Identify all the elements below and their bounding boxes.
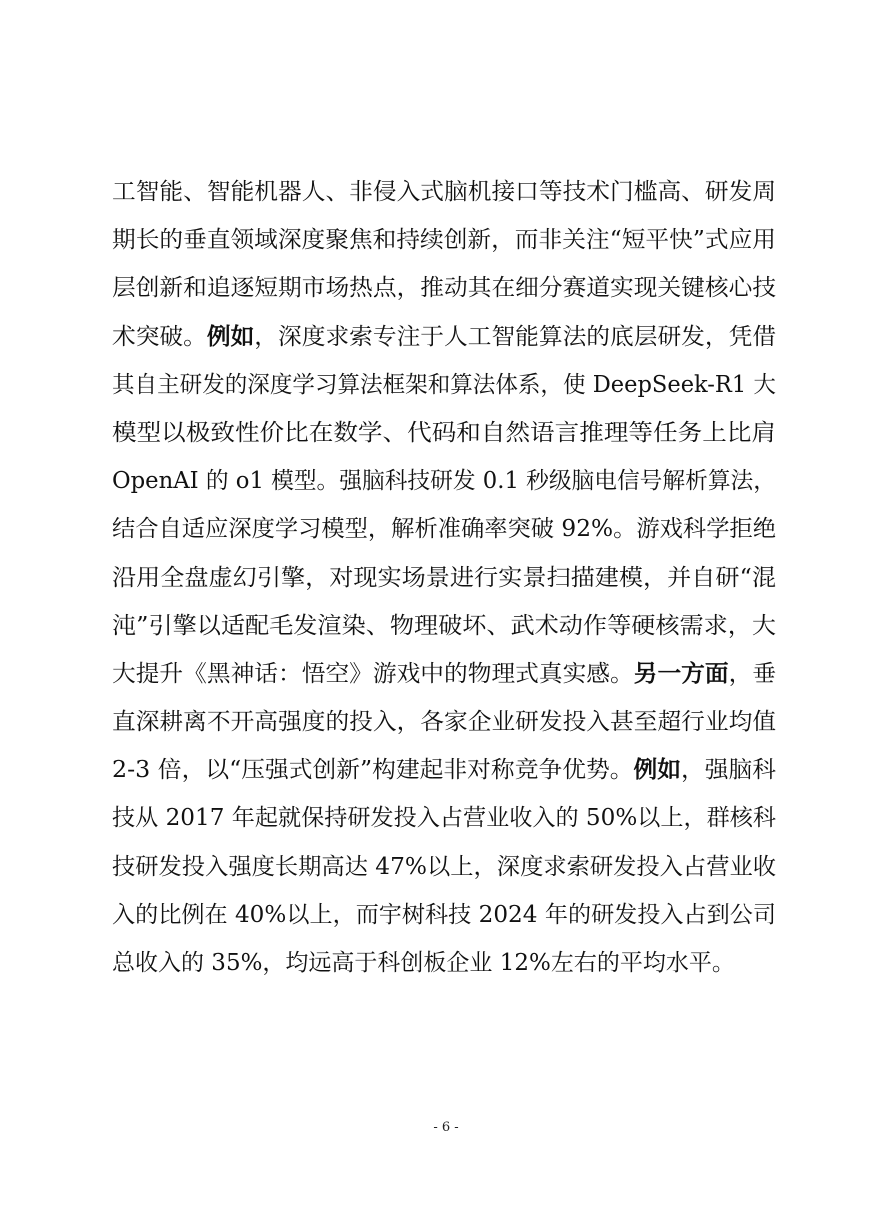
text-line (112, 891, 776, 939)
text-line-content (112, 168, 776, 216)
text-line (112, 843, 776, 891)
text-run: 技研发投入强度长期高达 47%以上，深度求索研发投入占营业收 (112, 853, 776, 880)
text-line-content (112, 313, 776, 361)
text-line (112, 216, 776, 264)
bold-text-run: 另一方面 (633, 659, 729, 687)
text-line-content (112, 746, 776, 794)
text-line-content (112, 216, 776, 264)
text-line (112, 650, 776, 698)
text-line (112, 505, 776, 553)
text-line (112, 939, 776, 987)
text-run: 技从 2017 年起就保持研发投入占营业收入的 50%以上，群核科 (112, 805, 777, 832)
text-run: 总收入的 35%，均远高于科创板企业 12%左右的平均水平。 (112, 950, 735, 976)
text-run: 大提升《黑神话：悟空》游戏中的物理式真实感。 (112, 660, 634, 687)
text-line-content (112, 794, 776, 842)
text-line-content (112, 843, 776, 891)
page-number: - 6 - (433, 1120, 459, 1135)
text-line-content (112, 554, 776, 602)
text-line-content (112, 650, 776, 698)
text-line-content (112, 361, 776, 409)
text-line-content (112, 264, 776, 312)
text-run: 结合自适应深度学习模型，解析准确率突破 92%。游戏科学拒绝 (112, 516, 776, 543)
body-paragraph (112, 168, 776, 987)
text-line-content (112, 602, 776, 650)
text-run: ，垂 (728, 660, 777, 687)
text-line (112, 554, 776, 602)
text-run: 术突破。 (112, 323, 207, 350)
text-run: 工智能、智能机器人、非侵入式脑机接口等技术门槛高、研发周 (112, 179, 777, 205)
text-line (112, 698, 776, 746)
text-run: 层创新和追逐短期市场热点，推动其在细分赛道实现关键核心技 (112, 275, 777, 302)
text-line (112, 409, 776, 457)
text-line (112, 168, 776, 216)
text-run: 沿用全盘虚幻引擎，对现实场景进行实景扫描建模，并自研“混 (112, 564, 777, 591)
text-run: ，强脑科 (680, 757, 777, 784)
text-line (112, 264, 776, 312)
text-run: 模型以极致性价比在数学、代码和自然语言推理等任务上比肩 (112, 419, 776, 446)
text-line (112, 313, 776, 361)
text-line-content (112, 457, 776, 505)
text-run: 期长的垂直领域深度聚焦和持续创新，而非关注“短平快”式应用 (112, 227, 776, 254)
text-line (112, 457, 776, 505)
text-line-content (112, 698, 776, 746)
text-run: 其自主研发的深度学习算法框架和算法体系，使 DeepSeek-R1 大 (112, 371, 776, 398)
text-line (112, 746, 776, 794)
bold-text-run: 例如 (206, 322, 255, 350)
text-line (112, 361, 776, 409)
text-line-content (112, 505, 776, 553)
text-run: ，深度求索专注于人工智能算法的底层研发，凭借 (254, 323, 777, 350)
text-line-content (112, 891, 776, 939)
text-line (112, 602, 776, 650)
text-run: 入的比例在 40%以上，而宇树科技 2024 年的研发投入占到公司 (112, 901, 777, 928)
bold-text-run: 例如 (633, 756, 681, 784)
text-line (112, 794, 776, 842)
text-line-content (112, 939, 735, 987)
text-run: OpenAI 的 o1 模型。强脑科技研发 0.1 秒级脑电信号解析算法， (112, 468, 776, 495)
text-run: 沌”引擎以适配毛发渲染、物理破坏、武术动作等硬核需求，大 (112, 612, 777, 639)
text-line-content (112, 409, 776, 457)
text-run: 直深耕离不开高强度的投入，各家企业研发投入甚至超行业均值 (112, 709, 777, 736)
text-run: 2-3 倍，以“压强式创新”构建起非对称竞争优势。 (112, 757, 634, 784)
